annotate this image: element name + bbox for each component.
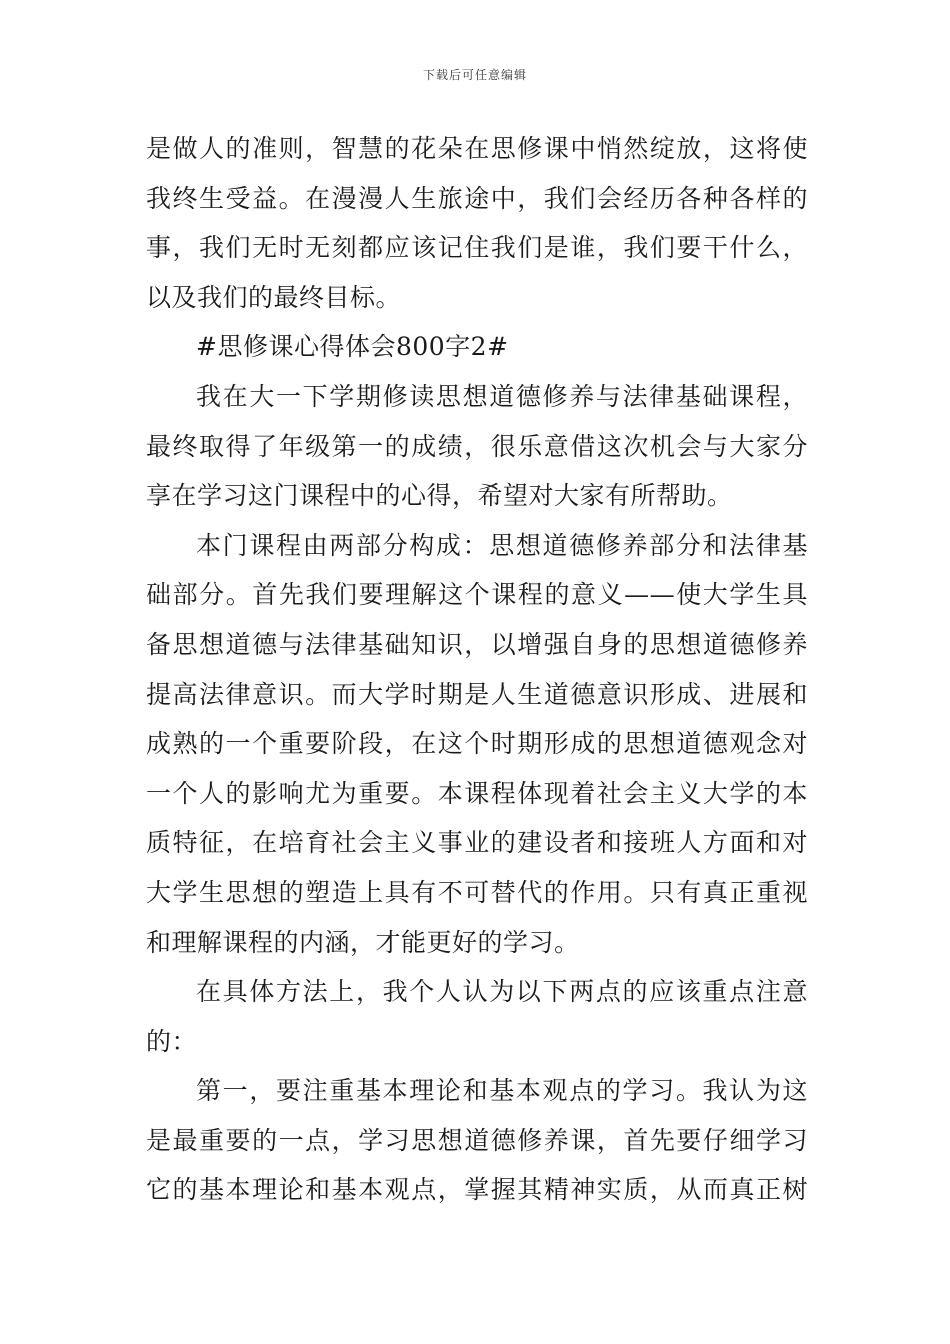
- text-line: 备思想道德与法律基础知识，以增强自身的思想道德修养: [146, 629, 808, 659]
- text-line: 是最重要的一点，学习思想道德修养课，首先要仔细学习: [146, 1125, 808, 1155]
- text-line: 的：: [146, 1026, 198, 1056]
- paragraph-5: [146, 967, 808, 1066]
- text-line: 提高法律意识。而大学时期是人生道德意识形成、进展和: [146, 679, 808, 709]
- text-line: 质特征，在培育社会主义事业的建设者和接班人方面和对: [146, 828, 808, 858]
- text-line: 以及我们的最终目标。: [146, 282, 402, 312]
- text-line: 是做人的准则，智慧的花朵在思修课中悄然绽放，这将使: [146, 134, 808, 163]
- page-header-note: 下载后可任意编辑: [422, 68, 527, 82]
- text-line: 本门课程由两部分构成：思想道德修养部分和法律基: [196, 530, 808, 560]
- text-line: 大学生思想的塑造上具有不可替代的作用。只有真正重视: [146, 877, 808, 907]
- section-heading: [146, 322, 808, 372]
- text-line: 成熟的一个重要阶段，在这个时期形成的思想道德观念对: [146, 729, 808, 759]
- document-body: [146, 124, 808, 1215]
- paragraph-1: [146, 124, 808, 322]
- text-line: 最终取得了年级第一的成绩，很乐意借这次机会与大家分: [146, 431, 808, 461]
- text-line: 它的基本理论和基本观点，掌握其精神实质，从而真正树: [146, 1175, 808, 1205]
- section-heading-text: #思修课心得体会800字2#: [196, 332, 509, 362]
- text-line: 在具体方法上，我个人认为以下两点的应该重点注意: [196, 977, 808, 1007]
- text-line: 我在大一下学期修读思想道德修养与法律基础课程，: [196, 381, 808, 411]
- text-line: 第一，要注重基本理论和基本观点的学习。我认为这: [196, 1076, 808, 1106]
- paragraph-6: [146, 1066, 808, 1215]
- text-line: 础部分。首先我们要理解这个课程的意义——使大学生具: [146, 580, 808, 610]
- paragraph-3: [146, 372, 808, 521]
- text-line: 一个人的影响尤为重要。本课程体现着社会主义大学的本: [146, 778, 808, 808]
- text-line: 享在学习这门课程中的心得，希望对大家有所帮助。: [146, 481, 733, 511]
- text-line: 事，我们无时无刻都应该记住我们是谁，我们要干什么，: [146, 233, 808, 263]
- text-line: 和理解课程的内涵，才能更好的学习。: [146, 927, 580, 957]
- text-line: 我终生受益。在漫漫人生旅途中，我们会经历各种各样的: [146, 183, 808, 213]
- paragraph-4: [146, 521, 808, 967]
